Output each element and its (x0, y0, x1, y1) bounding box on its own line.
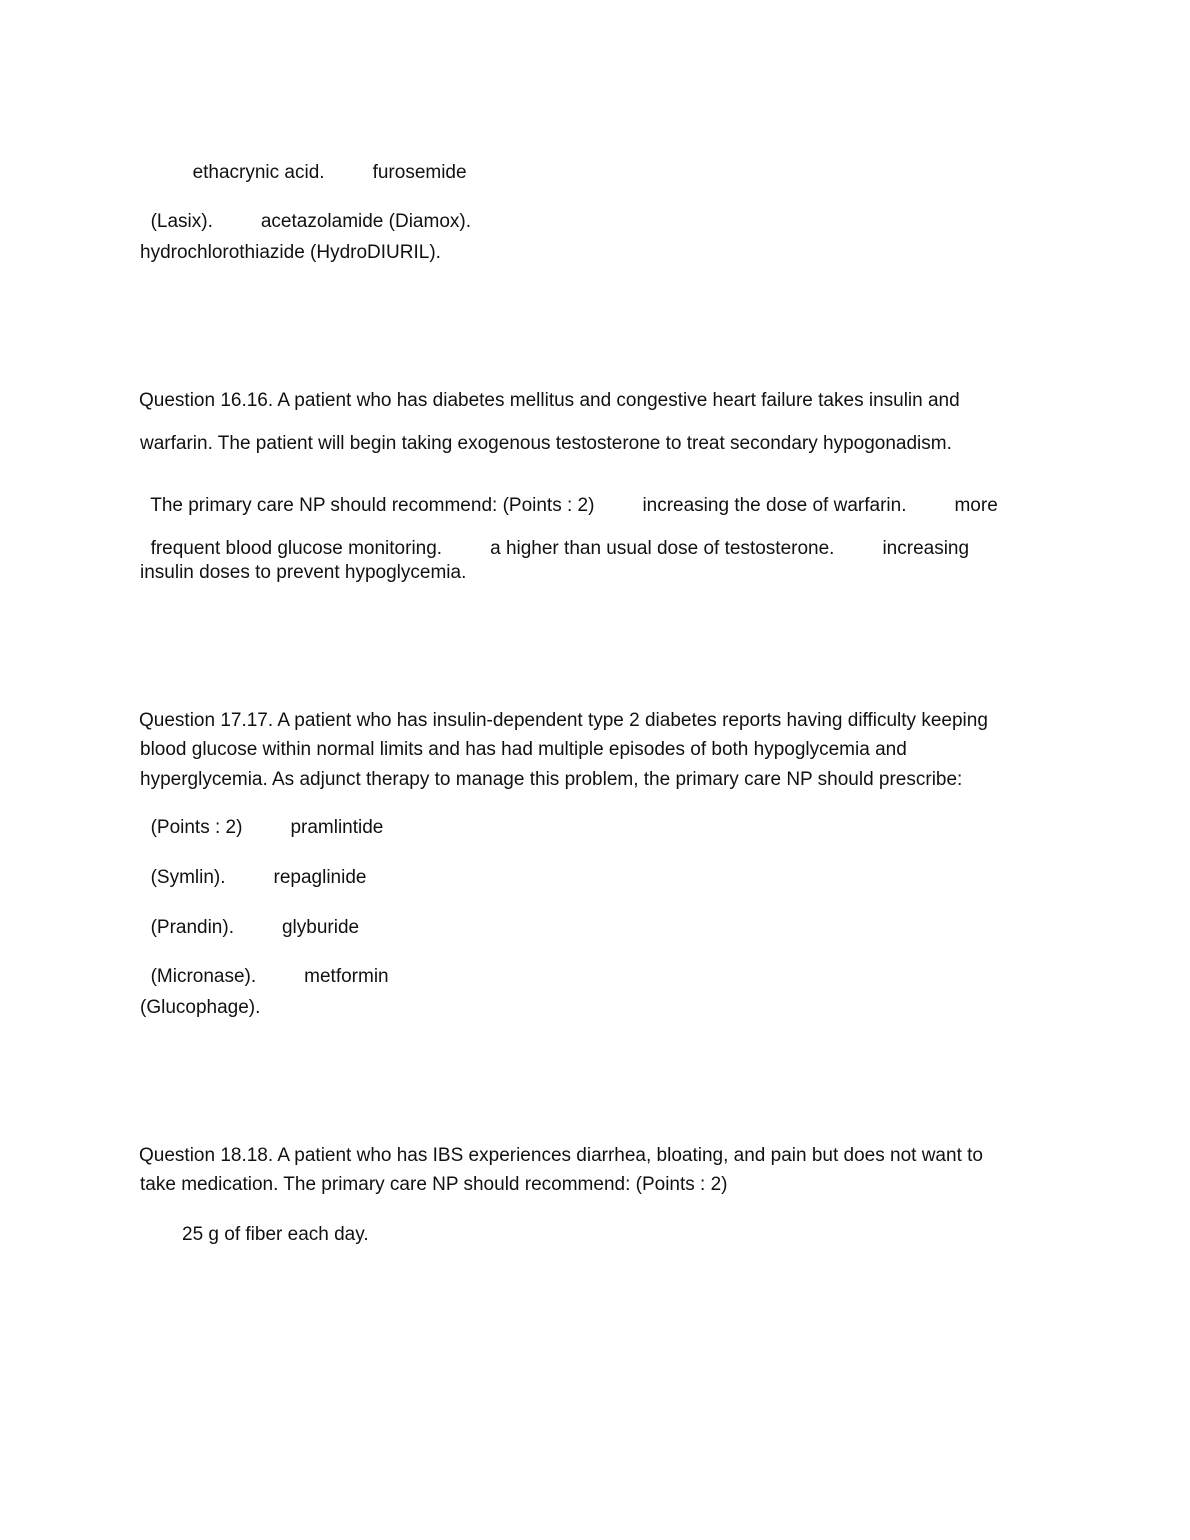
q18-stem-line-1: Question 18.18. A patient who has IBS experiences diarrhea, bloating, and pain but does not want to (139, 1145, 983, 1166)
q17-line-7 (140, 948, 389, 986)
q16-stem-line-2: warfarin. The patient will begin taking exogenous testosterone to treat secondary hypogonadism. (140, 433, 952, 454)
prev-options-line-1 (182, 144, 467, 182)
option-ethacrynic-acid: ethacrynic acid. (192, 162, 325, 183)
q17-stem-line-2: blood glucose within normal limits and has had multiple episodes of both hypoglycemia and (140, 739, 907, 760)
option-lasix: (Lasix). (150, 211, 213, 232)
q17-option-metformin: metformin (304, 966, 389, 987)
q17-option-pramlintide: pramlintide (290, 817, 384, 838)
q17-option-glyburide: glyburide (281, 917, 360, 938)
q16-line-4 (140, 520, 969, 558)
q17-line-4 (140, 799, 383, 837)
q16-option-a: increasing the dose of warfarin. (642, 495, 907, 516)
q17-stem-line-1: Question 17.17. A patient who has insulin-dependent type 2 diabetes reports having difficulty keeping (139, 710, 988, 731)
option-furosemide: furosemide (372, 162, 467, 183)
q17-line-6 (140, 899, 359, 937)
q16-option-c: a higher than usual dose of testosterone. (490, 538, 835, 559)
option-hydrochlorothiazide: hydrochlorothiazide (HydroDIURIL). (140, 242, 441, 263)
q17-stem-line-3: hyperglycemia. As adjunct therapy to manage this problem, the primary care NP should prescribe: (140, 769, 963, 790)
q17-line-5 (140, 849, 366, 887)
q16-option-b-end: frequent blood glucose monitoring. (150, 538, 443, 559)
q17-option-symlin: (Symlin). (150, 867, 226, 888)
q18-option-a: 25 g of fiber each day. (182, 1224, 369, 1245)
q16-option-d-end: insulin doses to prevent hypoglycemia. (140, 562, 467, 583)
q17-points: (Points : 2) (150, 817, 243, 838)
q16-option-b-start: more (954, 495, 998, 516)
q16-stem-line-3: The primary care NP should recommend: (Points : 2) (150, 495, 595, 516)
q17-option-prandin: (Prandin). (150, 917, 234, 938)
option-acetazolamide: acetazolamide (Diamox). (260, 211, 471, 232)
q18-stem-line-2: take medication. The primary care NP should recommend: (Points : 2) (140, 1174, 728, 1195)
q17-option-repaglinide: repaglinide (273, 867, 367, 888)
q16-stem-line-1: Question 16.16. A patient who has diabetes mellitus and congestive heart failure takes insulin and (139, 390, 960, 411)
q16-option-d-start: increasing (882, 538, 970, 559)
q16-line-3 (140, 477, 998, 515)
q17-option-glucophage: (Glucophage). (140, 997, 261, 1018)
q17-option-micronase: (Micronase). (150, 966, 257, 987)
prev-options-line-2 (140, 193, 471, 231)
